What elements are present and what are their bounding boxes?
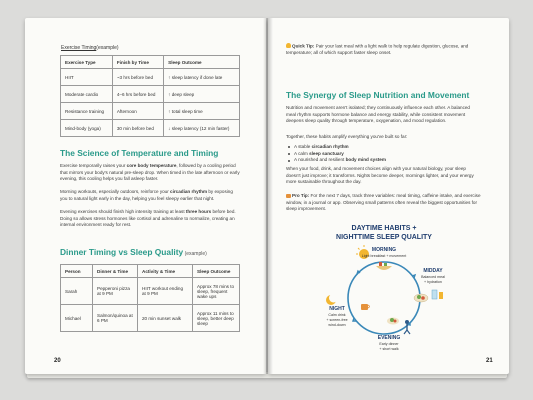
morning-desc: Light breakfast + movement (361, 254, 407, 258)
page-number: 21 (486, 358, 493, 364)
table-header: Sleep Outcome (193, 265, 240, 278)
dinner-timing-table (60, 264, 240, 332)
table-cell: Salmon/quinoa at 6 PM (93, 305, 138, 332)
pro-tip: Pro Tip: For the next 7 days, track three variables: meal timing, caffeine intake, and exercise window, in a journal or app. Observing small patterns often reveal the biggest opportunities for sleep improvement. (286, 193, 481, 212)
table-cell: Pepperoni pizza at 9 PM (93, 278, 138, 305)
morning-label: MORNING (371, 247, 397, 253)
meal-plate-icon (414, 294, 428, 302)
table-header: Dinner & Time (93, 265, 138, 278)
list-item: A stable circadian rhythm (286, 144, 481, 151)
table-cell: Approx 11 mins to sleep, better deep sleep (193, 305, 240, 332)
paragraph: Together, these habits amplify everything you've built so far: (286, 134, 408, 139)
table-cell: HIIT workout ending at 9 PM (138, 278, 193, 305)
table-row (61, 278, 240, 305)
table-header: Person (61, 265, 93, 278)
section-heading: The Science of Temperature and Timing (60, 148, 219, 158)
evening-desc: Early dinner (379, 342, 399, 346)
table-row (61, 120, 240, 137)
midday-desc: + hydration (424, 280, 442, 284)
table-row (61, 69, 240, 86)
table-row (61, 86, 240, 103)
table-cell: Approx 78 mins to sleep, frequent wake ups (193, 278, 240, 305)
section-heading: Dinner Timing vs Sleep Quality (example) (60, 247, 207, 257)
table-cell: 30 min before bed (112, 120, 163, 137)
paragraph: Evening exercises should finish high intensity training at least three hours before bed. Doing so allows stress hormones like cortisol and adrenaline to normalize, creating an internal environment ready for rest. (60, 209, 236, 228)
pencil-icon (286, 194, 291, 198)
infographic-title: DAYTIME HABITS + (351, 225, 417, 232)
left-page (25, 18, 266, 374)
book-spine (263, 18, 273, 374)
list-item: A nourished and resilient body mind system (286, 157, 481, 164)
paragraph: Exercise temporarily raises your core body temperature, followed by a cooling period that mirrors your body's natural pre-sleep drop. When timed in the late afternoon or early evening, this cooling helps you fall asleep faster. (60, 163, 240, 182)
table-header: Sleep Outcome (164, 56, 240, 69)
night-desc: wind-down (328, 323, 346, 327)
table-header: Activity & Time (138, 265, 193, 278)
cycle-ring (348, 262, 420, 334)
dinner-plate-icon (387, 318, 399, 325)
table-cell: ↑ total sleep time (164, 103, 240, 120)
table-cell: Resistance training (61, 103, 113, 120)
night-label: NIGHT (329, 306, 345, 312)
page-number: 20 (54, 358, 61, 364)
table-cell: Moderate cardio (61, 86, 113, 103)
table-cell: 20 min sunset walk (138, 305, 193, 332)
paragraph: Morning workouts, especially outdoors, reinforce your circadian rhythm by exposing you to natural light early in the day, helping you feel sleepy earlier that night. (60, 189, 233, 201)
infographic-title: NIGHTTIME SLEEP QUALITY (336, 234, 432, 241)
table-row (61, 103, 240, 120)
midday-desc: Balanced meal (421, 275, 445, 279)
list-item: A calm sleep sanctuary (286, 151, 481, 158)
daytime-habits-infographic (304, 218, 464, 358)
quick-tip: Quick Tip: Pair your last meal with a light walk to help regulate digestion, glucose, and temperature; all of which support faster sleep onset. (286, 43, 469, 56)
lightbulb-icon (286, 43, 291, 48)
table-cell: ↓ sleep latency (12 min faster) (164, 120, 240, 137)
open-book (25, 18, 509, 384)
tea-cup-icon (361, 304, 370, 310)
table-cell: ↑ sleep latency if done late (164, 69, 240, 86)
table-cell: Michael (61, 305, 93, 332)
table-header: Exercise Type (61, 56, 113, 69)
table-cell: Afternoon (112, 103, 163, 120)
midday-label: MIDDAY (423, 268, 443, 274)
table-cell: ↑ deep sleep (164, 86, 240, 103)
table-cell: Sarah (61, 278, 93, 305)
table-cell: ~3 hrs before bed (112, 69, 163, 86)
paragraph: Nutrition and movement aren't isolated; they continuously influence each other. A balanced meal rhythm supports hormone balance and energy stability, while consistent movement deepens sleep quality through temperature, oxygenation, and mood regulation. (286, 105, 470, 124)
exercise-timing-table (60, 55, 240, 137)
bullet-list (286, 144, 481, 164)
table-row (61, 305, 240, 332)
right-page (268, 18, 509, 374)
water-glass-icon (432, 290, 443, 299)
evening-label: EVENING (377, 335, 401, 341)
evening-desc: + short walk (379, 347, 399, 351)
section-heading: The Synergy of Sleep Nutrition and Movement (286, 90, 470, 100)
moon-icon (326, 294, 338, 306)
table-cell: HIIT (61, 69, 113, 86)
table-cell: Mind-body (yoga) (61, 120, 113, 137)
table-caption: Exercise Timing(example) (61, 45, 119, 51)
paragraph: When your food, drink, and movement choices align with your natural biology, your sleep doesn't just improve; it transforms. Nights become deeper, mornings lighter, and your energy more sustainable throughout the day. (286, 166, 474, 185)
table-cell: 4–6 hrs before bed (112, 86, 163, 103)
night-desc: + screen-free (326, 318, 348, 322)
table-header: Finish by Time (112, 56, 163, 69)
night-desc: Calm drink (328, 313, 346, 317)
